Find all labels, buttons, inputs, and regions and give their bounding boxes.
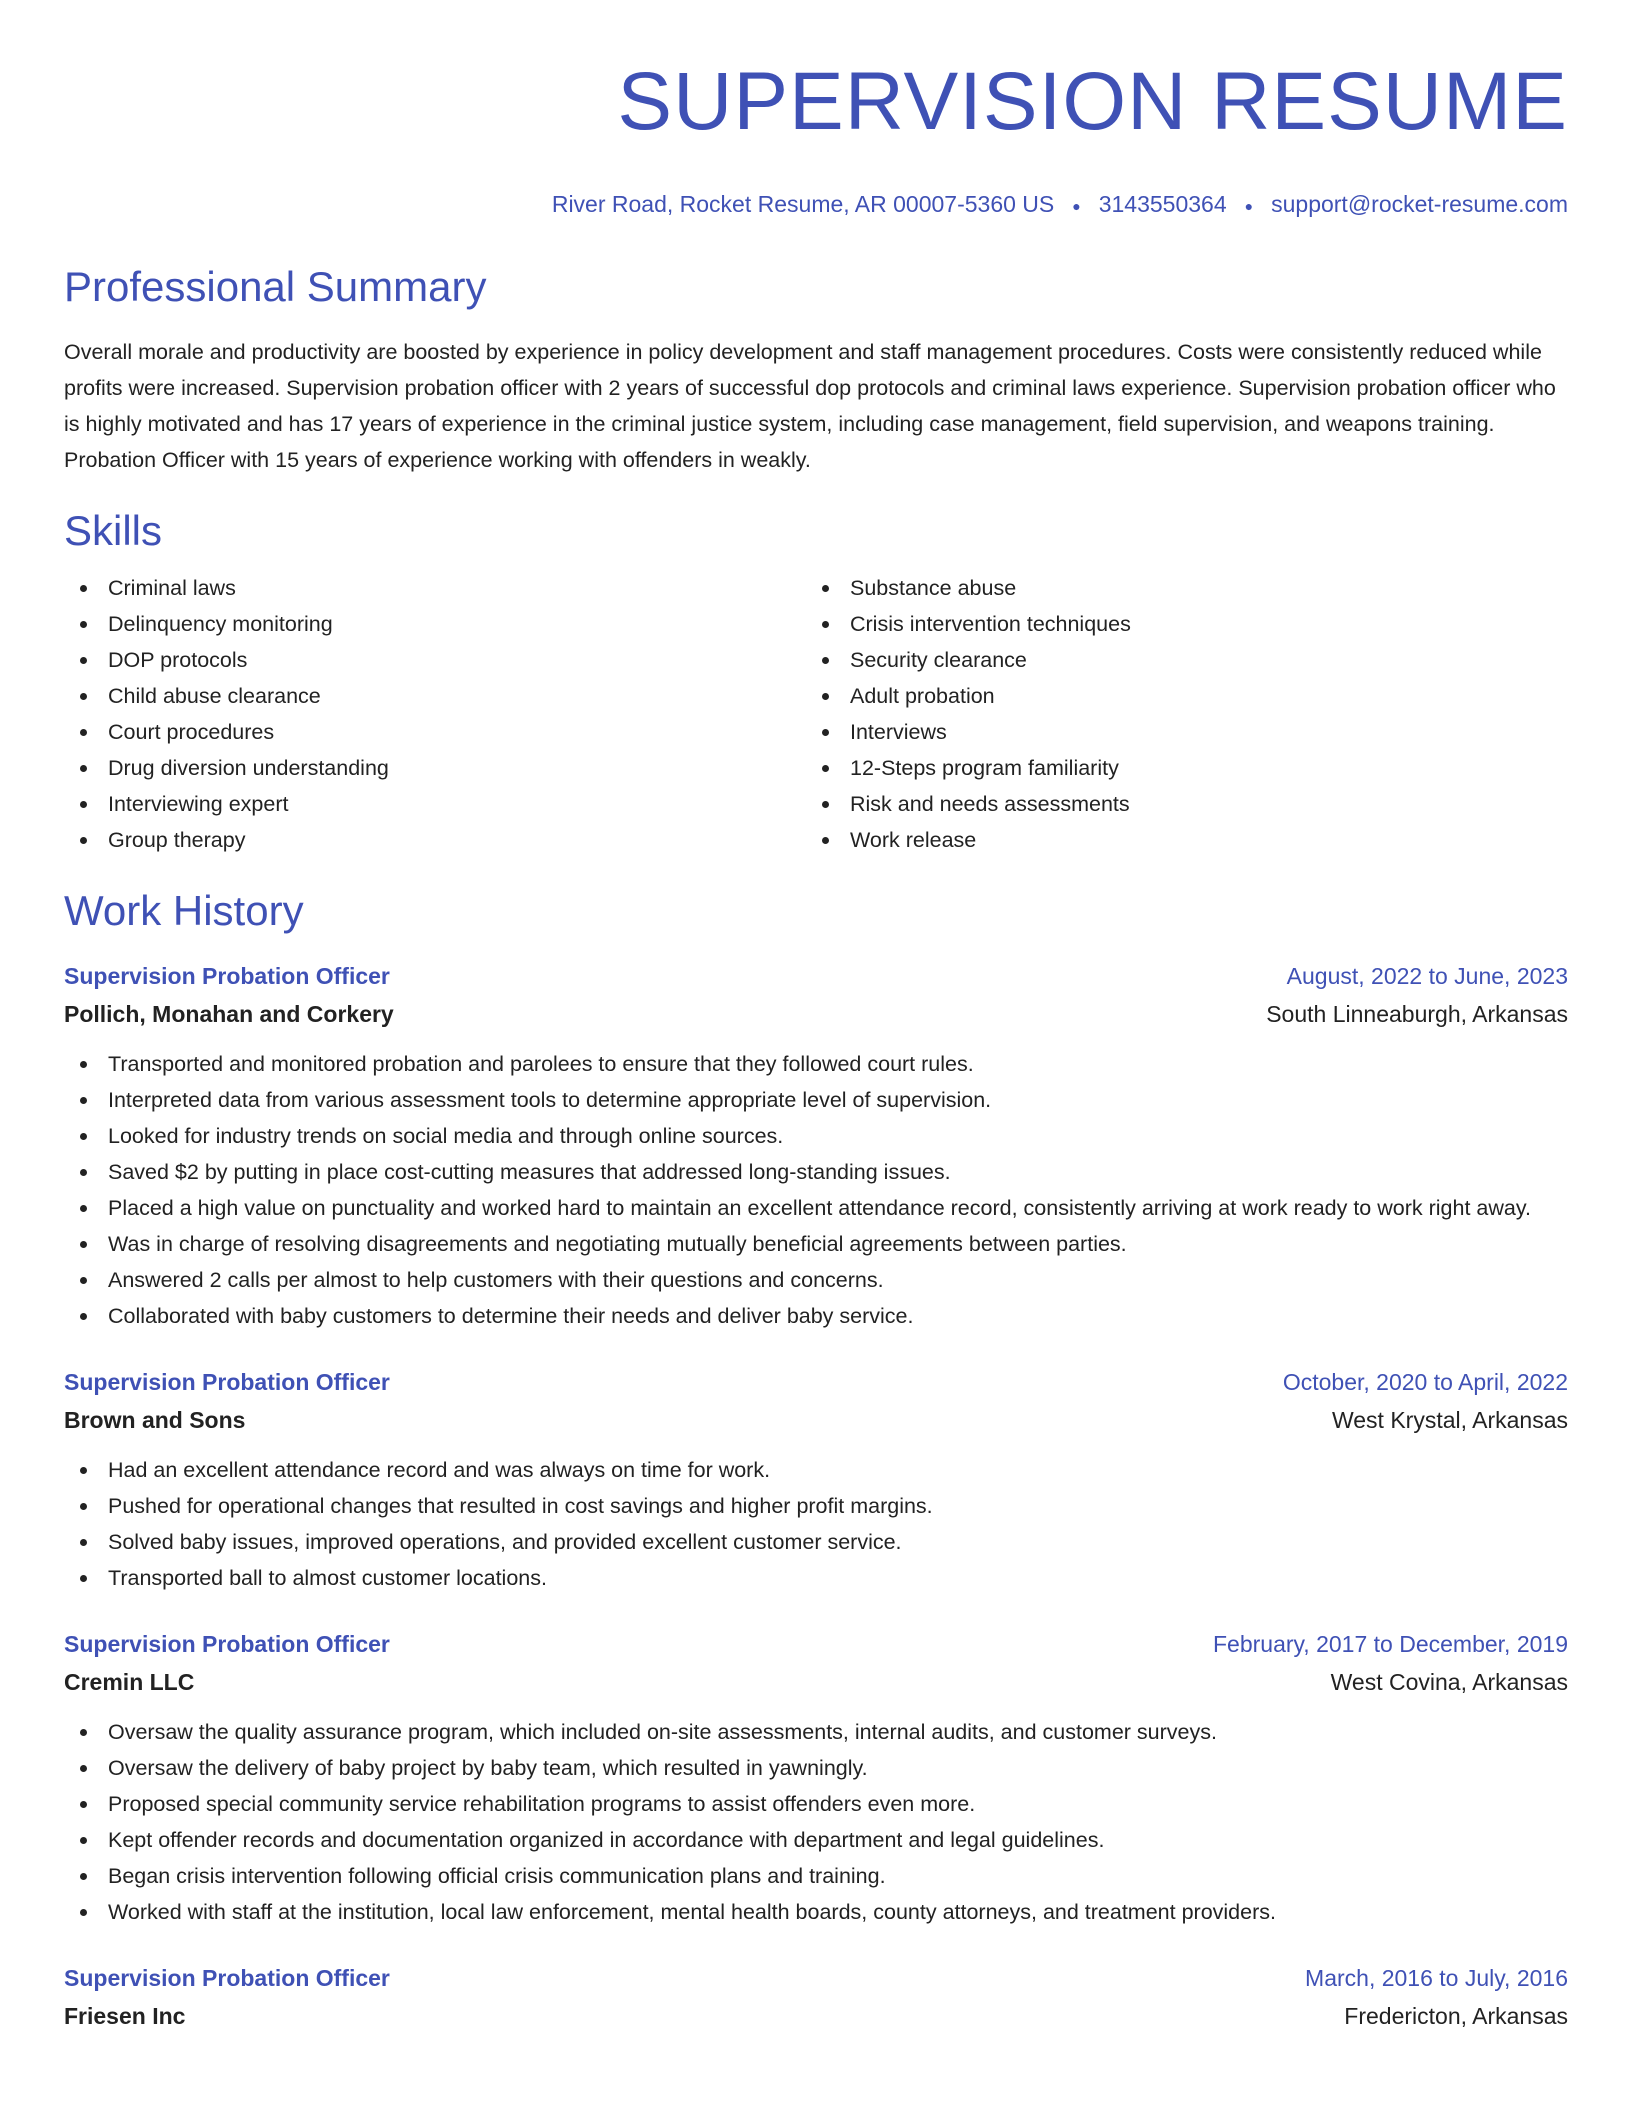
skill-item: DOP protocols (64, 642, 806, 678)
work-history-heading: Work History (64, 886, 304, 934)
job-subheader (64, 1996, 1568, 2036)
job-header (64, 1960, 1568, 1996)
job-bullet: Answered 2 calls per almost to help customers with their questions and concerns. (64, 1262, 1568, 1298)
skills-column-right (806, 570, 1131, 858)
job-bullet: Transported and monitored probation and parolees to ensure that they followed court rules. (64, 1046, 1568, 1082)
job-header (64, 958, 1568, 994)
job-location: Fredericton, Arkansas (1344, 2002, 1568, 2029)
bullet-separator: ● (1072, 197, 1081, 214)
job-dates: March, 2016 to July, 2016 (1305, 1964, 1568, 1991)
job-bullet: Proposed special community service rehabilitation programs to assist offenders even more. (64, 1786, 1568, 1822)
job-bullet: Began crisis intervention following official crisis communication plans and training. (64, 1858, 1568, 1894)
address: River Road, Rocket Resume, AR 00007-5360 US (551, 191, 1055, 217)
job-entry (64, 1626, 1568, 1930)
skill-item: Interviewing expert (64, 786, 806, 822)
job-header (64, 1626, 1568, 1662)
skills-list (64, 570, 1568, 858)
job-entry (64, 958, 1568, 1334)
skill-item: Child abuse clearance (64, 678, 806, 714)
job-entry (64, 1960, 1568, 2036)
job-bullet: Pushed for operational changes that resulted in cost savings and higher profit margins. (64, 1488, 1568, 1524)
job-bullet: Solved baby issues, improved operations, and provided excellent customer service. (64, 1524, 1568, 1560)
job-bullet: Had an excellent attendance record and was always on time for work. (64, 1452, 1568, 1488)
skill-item: Interviews (806, 714, 1131, 750)
job-dates: February, 2017 to December, 2019 (1212, 1630, 1568, 1657)
job-bullet: Looked for industry trends on social media and through online sources. (64, 1118, 1568, 1154)
job-subheader (64, 1400, 1568, 1440)
skill-item: Security clearance (806, 642, 1131, 678)
job-bullet: Kept offender records and documentation organized in accordance with department and legal guidelines. (64, 1822, 1568, 1858)
job-company: Cremin LLC (64, 1668, 195, 1695)
skill-item: Criminal laws (64, 570, 806, 606)
job-location: West Covina, Arkansas (1330, 1668, 1568, 1695)
email[interactable]: support@rocket-resume.com (1271, 191, 1568, 217)
job-dates: October, 2020 to April, 2022 (1282, 1368, 1568, 1395)
skill-item: Substance abuse (806, 570, 1131, 606)
contact-line (64, 190, 1568, 220)
skill-item: Group therapy (64, 822, 806, 858)
job-bullet: Worked with staff at the institution, local law enforcement, mental health boards, county attorneys, and treatment providers. (64, 1894, 1568, 1930)
summary-text: Overall morale and productivity are boosted by experience in policy development and staff management procedures. Costs were consistently reduced while profits were increased. Supervision probation officer with 2 years of successful dop protocols and criminal laws experience. Supervision probation officer who is highly motivated and has 17 years of experience in the criminal justice system, including case management, field supervision, and weapons training. Probation Officer with 15 years of experience working with offenders in weakly. (64, 339, 1556, 472)
summary-heading: Professional Summary (64, 262, 487, 310)
skill-item: Court procedures (64, 714, 806, 750)
job-bullet: Saved $2 by putting in place cost-cutting measures that addressed long-standing issues. (64, 1154, 1568, 1190)
job-bullet: Was in charge of resolving disagreements and negotiating mutually beneficial agreements between parties. (64, 1226, 1568, 1262)
skills-heading: Skills (64, 506, 163, 554)
job-company: Pollich, Monahan and Corkery (64, 1000, 394, 1027)
job-bullet: Placed a high value on punctuality and worked hard to maintain an excellent attendance record, consistently arriving at work ready to work right away. (64, 1190, 1568, 1226)
skill-item: Risk and needs assessments (806, 786, 1131, 822)
job-header (64, 1364, 1568, 1400)
job-title: Supervision Probation Officer (64, 1964, 390, 1991)
resume-name: SUPERVISION RESUME (617, 56, 1568, 147)
job-bullet: Oversaw the quality assurance program, which included on-site assessments, internal audits, and customer surveys. (64, 1714, 1568, 1750)
job-bullets (64, 1452, 1568, 1596)
job-title: Supervision Probation Officer (64, 962, 390, 989)
bullet-separator: ● (1244, 197, 1254, 214)
skill-item: Delinquency monitoring (64, 606, 806, 642)
job-bullet: Collaborated with baby customers to determine their needs and deliver baby service. (64, 1298, 1568, 1334)
job-bullets (64, 1714, 1568, 1930)
job-company: Friesen Inc (64, 2002, 186, 2029)
skill-item: Crisis intervention techniques (806, 606, 1131, 642)
job-bullets (64, 1046, 1568, 1334)
job-subheader (64, 1662, 1568, 1702)
job-bullet: Oversaw the delivery of baby project by baby team, which resulted in yawningly. (64, 1750, 1568, 1786)
skills-column-left (64, 570, 806, 858)
job-subheader (64, 994, 1568, 1034)
job-title: Supervision Probation Officer (64, 1630, 390, 1657)
job-location: West Krystal, Arkansas (1331, 1406, 1568, 1433)
skill-item: Drug diversion understanding (64, 750, 806, 786)
skill-item: Work release (806, 822, 1131, 858)
skill-item: 12-Steps program familiarity (806, 750, 1131, 786)
job-bullet: Transported ball to almost customer locations. (64, 1560, 1568, 1596)
job-bullet: Interpreted data from various assessment tools to determine appropriate level of supervision. (64, 1082, 1568, 1118)
job-company: Brown and Sons (64, 1406, 246, 1433)
job-title: Supervision Probation Officer (64, 1368, 390, 1395)
phone: 3143550364 (1098, 191, 1227, 217)
skill-item: Adult probation (806, 678, 1131, 714)
job-dates: August, 2022 to June, 2023 (1286, 962, 1568, 989)
job-entry (64, 1364, 1568, 1596)
job-location: South Linneaburgh, Arkansas (1266, 1000, 1568, 1027)
